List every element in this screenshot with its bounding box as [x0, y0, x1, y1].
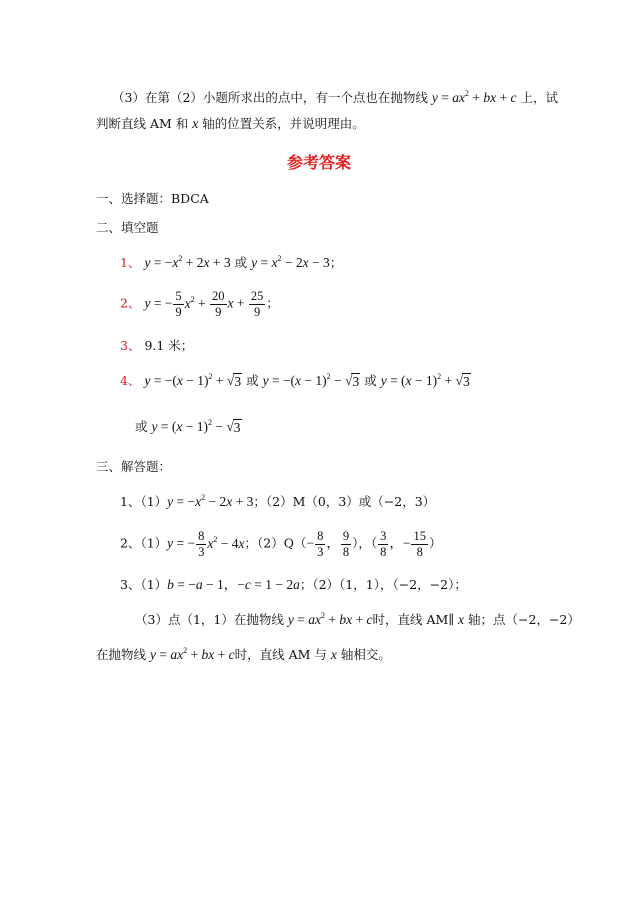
fill-number-2: 2、: [120, 295, 141, 311]
fraction-q-8-3: $\frac{8}{3}$: [317, 529, 324, 559]
fill-number-3: 3、: [120, 338, 141, 353]
fraction-20-9: $\frac{20}{9}$: [212, 289, 225, 319]
fill-answer-2: 2、 y = − $\frac{5}{9}$ $x^2$ + $\frac{20}{9}$ x + $\frac{25}{9}$ ；: [120, 289, 279, 319]
fill-answer-4-cont: 或 $y = (x - 1)^2$ − √ 3: [135, 418, 241, 435]
fill-number-1: 1、: [120, 255, 141, 270]
solve-answer-3: 3、（1）b = −a − 1，−c = 1 − 2a；（2）（1，1），（−2，−2）；: [120, 577, 467, 592]
fill-answer-3: 3、 9.1 米；: [120, 338, 194, 353]
parabola-equation: $y = ax^2$ + bx + c: [431, 89, 517, 105]
question-3-text-a: （3）在第（2）小题所求出的点中，有一个点也在抛物线: [112, 90, 428, 105]
solve-answer-3-part3-cont: 在抛物线 $y = ax^2$ + bx + c时，直线 AM 与 x 轴相交。: [96, 646, 391, 662]
solve-answer-3-part3: （3）点（1，1）在抛物线 $y = ax^2$ + bx + c时，直线 AM∥ x 轴；点（−2，−2）: [135, 611, 580, 627]
section-choice: 一、选择题：BDCA: [96, 191, 209, 206]
question-3-text-c: 判断直线 AM 和: [96, 116, 189, 131]
fraction-8-3: $\frac{8}{3}$: [198, 529, 205, 559]
fill-number-4: 4、: [120, 373, 141, 388]
question-3-line-1: [112, 88, 558, 106]
section-solve: 三、解答题：: [96, 459, 172, 474]
fraction-25-9: $\frac{25}{9}$: [250, 289, 264, 319]
fraction-q-9-8: $\frac{9}{8}$: [342, 529, 350, 559]
solve-answer-2: 2、（1）y = − $\frac{8}{3}$ $x^2 - 4x$；（2）Q（− $\frac{8}{3}$ ， $\frac{9}{8}$ ），（ $\frac{3}{8}$ ，− $\frac{15}{8}$ ）: [120, 529, 442, 559]
fraction-q-15-8: $\frac{15}{8}$: [413, 529, 426, 559]
section-fill: 二、填空题: [96, 220, 159, 235]
question-3-text-b: 上，试: [520, 90, 559, 105]
fill-answer-4: 4、 $y = -(x - 1)^2$ + √ 3 或 $y = -(x - 1)^2$ − √ 3 或 $y = (x - 1)^2$ + √ 3: [120, 372, 470, 389]
fraction-q-3-8: $\frac{3}{8}$: [380, 529, 387, 559]
fraction-5-9: $\frac{5}{9}$: [175, 289, 182, 319]
answers-title: 参考答案: [287, 153, 352, 172]
question-3-text-d: 轴的位置关系，并说明理由。: [202, 116, 365, 131]
fill-answer-1: 1、 $y = -x^2 + 2x + 3$ 或 $y = x^2 - 2x - 3$；: [120, 254, 343, 270]
question-3-line-2: 判断直线 AM 和 x 轴的位置关系，并说明理由。: [96, 116, 365, 131]
solve-answer-1: 1、$(1)y = -x^2 - 2x + 3$；（2）M（0，3）或（−2，3）: [120, 493, 436, 509]
